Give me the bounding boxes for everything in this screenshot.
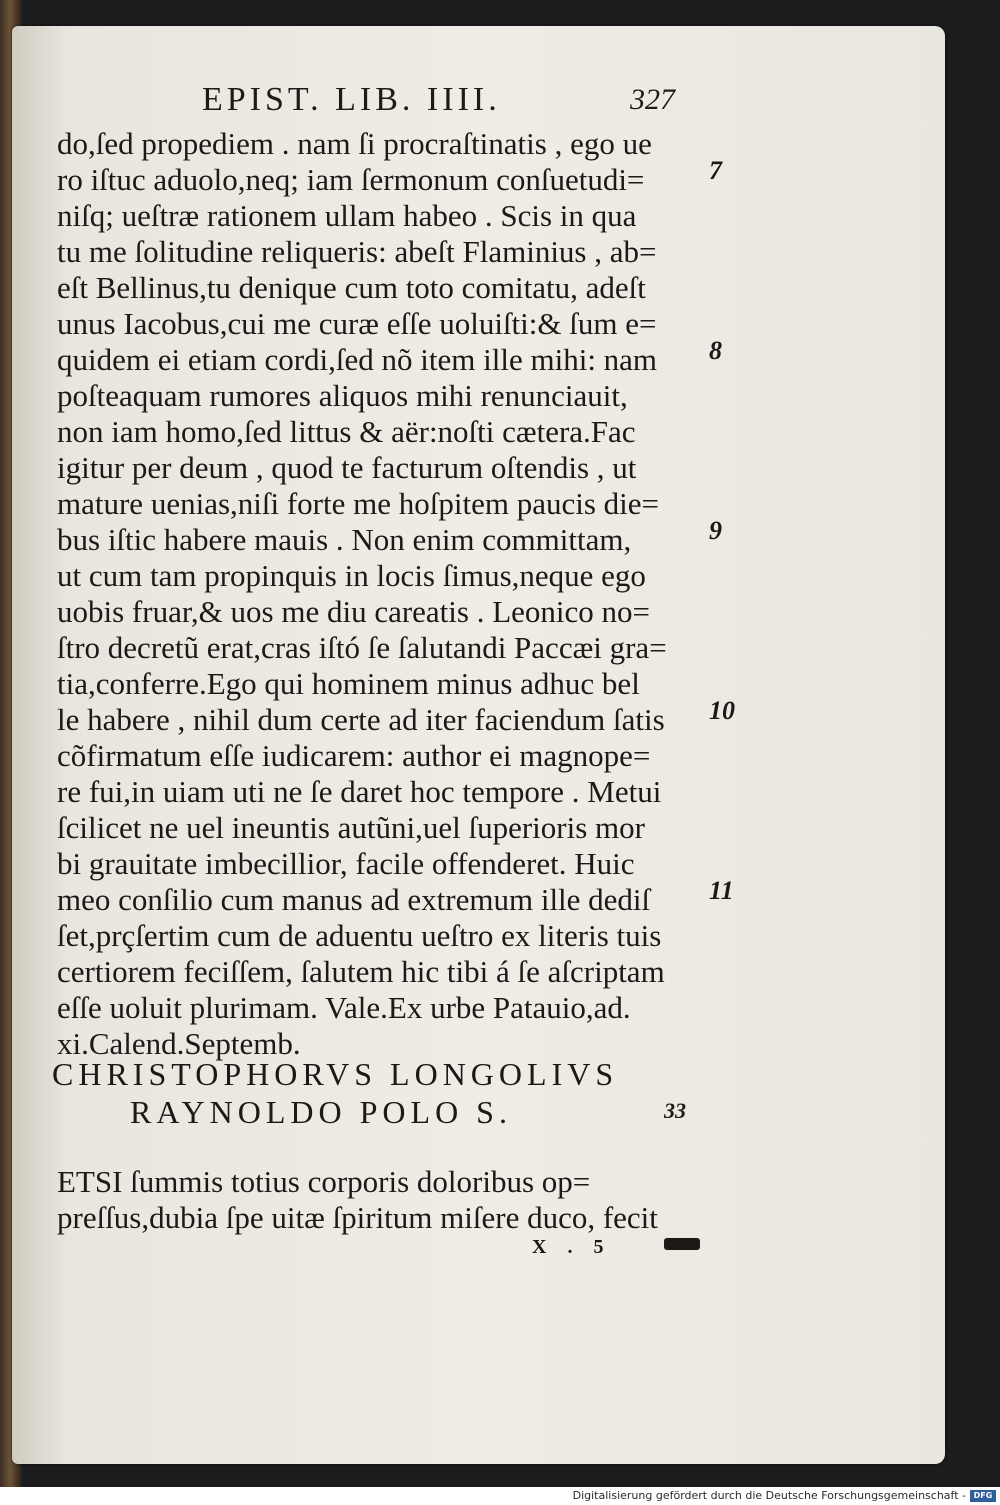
text-line: ſcilicet ne uel ineuntis autũni,uel ſuperioris mor [57, 810, 645, 845]
letter-body [57, 1164, 717, 1236]
text-line: tu me ſolitudine reliqueris: abeſt Flaminius , ab= [57, 234, 657, 269]
text-line: ETSI ſummis totius corporis doloribus op= [57, 1164, 591, 1199]
text-line: ro iſtuc aduolo,neq; iam ſermonum conſuetudi= [57, 162, 645, 197]
margin-number: 10 [709, 696, 735, 725]
text-line: quidem ei etiam cordi,ſed nõ item ille mihi: nam [57, 342, 658, 377]
book-page [12, 26, 945, 1464]
text-line: bus iſtic habere mauis . Non enim committam, [57, 522, 632, 557]
margin-number: 7 [709, 156, 722, 185]
running-head-title: EPIST. LIB. IIII. [202, 81, 501, 118]
text-line: cõfirmatum eſſe iudicarem: author ei magnope= [57, 738, 651, 773]
text-line: le habere , nihil dum certe ad iter faciendum ſatis [57, 702, 665, 737]
letter-heading-line2: RAYNOLDO POLO S. [130, 1094, 512, 1130]
catchword [664, 1238, 700, 1250]
text-line: eſt Bellinus,tu denique cum toto comitatu, adeſt [57, 270, 646, 305]
text-line: ſtro decretũ erat,cras iſtó ſe ſalutandi Paccæi gra= [57, 630, 667, 665]
text-line: eſſe uoluit plurimam. Vale.Ex urbe Patauio,ad. [57, 990, 631, 1025]
letter-heading-line1: CHRISTOPHORVS LONGOLIVS [52, 1056, 619, 1092]
text-line: poſteaquam rumores aliquos mihi renunciauit, [57, 378, 628, 413]
text-line: non iam homo,ſed littus & aër:noſti cætera.Fac [57, 414, 636, 449]
text-line: uobis fruar,& uos me diu careatis . Leonico no= [57, 594, 651, 629]
text-line: mature uenias,niſi forte me hoſpitem paucis die= [57, 486, 660, 521]
footer-bar [0, 1487, 1000, 1505]
margin-number: 9 [709, 516, 722, 545]
text-line: tia,conferre.Ego qui hominem minus adhuc bel [57, 666, 640, 701]
text-line: do,ſed propediem . nam ſi procraſtinatis , ego ue [57, 126, 652, 161]
margin-number: 11 [709, 876, 734, 905]
running-head [12, 81, 945, 121]
page-number: 327 [630, 83, 675, 116]
text-line: niſq; ueſtræ rationem ullam habeo . Scis in qua [57, 198, 637, 233]
text-line: re fui,in uiam uti ne ſe daret hoc tempore . Metui [57, 774, 662, 809]
text-line: unus Iacobus,cui me curæ eſſe uoluiſti:& ſum e= [57, 306, 657, 341]
text-line: ſet,prçſertim cum de aduentu ueſtro ex literis tuis [57, 918, 662, 953]
text-line: certiorem feciſſem, ſalutem hic tibi á ſe aſcriptam [57, 954, 665, 989]
signature-mark: X . 5 [532, 1236, 612, 1258]
dfg-logo-icon: DFG [970, 1490, 996, 1502]
letter-number: 33 [664, 1098, 686, 1123]
body-text [57, 126, 717, 1062]
text-line: bi grauitate imbecillior, facile offenderet. Huic [57, 846, 635, 881]
text-line: meo conſilio cum manus ad extremum ille dediſ [57, 882, 651, 917]
funding-credit: Digitalisierung gefördert durch die Deutsche Forschungsgemeinschaft - [572, 1489, 966, 1502]
text-line: preſſus,dubia ſpe uitæ ſpiritum miſere duco, fecit [57, 1200, 658, 1235]
text-line: igitur per deum , quod te facturum oſtendis , ut [57, 450, 637, 485]
margin-number: 8 [709, 336, 722, 365]
text-line: xi.Calend.Septemb. [57, 1026, 301, 1061]
text-line: ut cum tam propinquis in locis ſimus,neque ego [57, 558, 646, 593]
